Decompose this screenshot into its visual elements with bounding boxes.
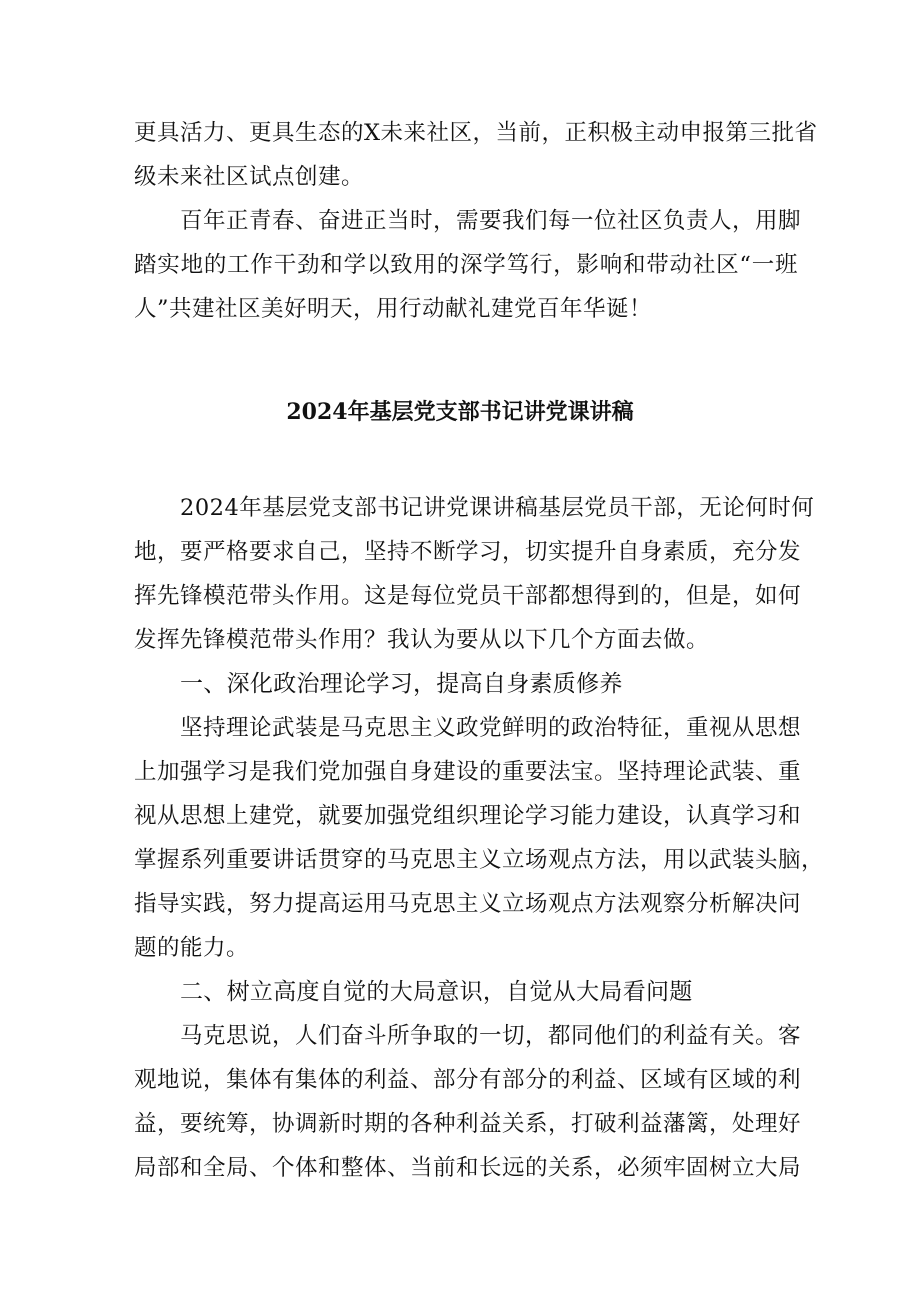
paragraph-line: 益，要统筹，协调新时期的各种利益关系，打破利益藩篱，处理好: [134, 1111, 802, 1137]
paragraph-line: 级未来社区试点创建。: [134, 164, 365, 190]
paragraph-line: 视从思想上建党，就要加强党组织理论学习能力建设，认真学习和: [134, 803, 802, 829]
paragraph-line: 局部和全局、个体和整体、当前和长远的关系，必须牢固树立大局: [134, 1155, 802, 1181]
section-heading: 二、树立高度自觉的大局意识，自觉从大局看问题: [180, 979, 693, 1005]
paragraph-line: 掌握系列重要讲话贯穿的马克思主义立场观点方法，用以武装头脑，: [134, 847, 825, 873]
paragraph-line: 百年正青春、奋进正当时，需要我们每一位社区负责人，用脚: [180, 208, 802, 234]
paragraph-line: 人”共建社区美好明天，用行动献礼建党百年华诞！: [134, 296, 653, 322]
paragraph-line: 发挥先锋模范带头作用？我认为要从以下几个方面去做。: [134, 627, 710, 653]
paragraph-line: 更具活力、更具生态的X未来社区，当前，正积极主动申报第三批省: [134, 120, 818, 146]
paragraph-line: 地，要严格要求自己，坚持不断学习，切实提升自身素质，充分发: [134, 539, 802, 565]
paragraph-line: 挥先锋模范带头作用。这是每位党员干部都想得到的，但是，如何: [134, 583, 802, 609]
paragraph-line: 2024年基层党支部书记讲党课讲稿基层党员干部，无论何时何: [180, 495, 815, 521]
paragraph-line: 指导实践，努力提高运用马克思主义立场观点方法观察分析解决问: [134, 891, 802, 917]
section-heading: 一、深化政治理论学习，提高自身素质修养: [180, 671, 623, 697]
paragraph-line: 上加强学习是我们党加强自身建设的重要法宝。坚持理论武装、重: [134, 759, 802, 785]
paragraph-line: 踏实地的工作干劲和学以致用的深学笃行，影响和带动社区“一班: [134, 252, 798, 278]
paragraph-line: 题的能力。: [134, 935, 250, 961]
paragraph-line: 马克思说，人们奋斗所争取的一切，都同他们的利益有关。客: [180, 1023, 802, 1049]
paragraph-line: 观地说，集体有集体的利益、部分有部分的利益、区域有区域的利: [134, 1067, 802, 1093]
document-title: 2024年基层党支部书记讲党课讲稿: [286, 399, 634, 425]
paragraph-line: 坚持理论武装是马克思主义政党鲜明的政治特征，重视从思想: [180, 715, 802, 741]
